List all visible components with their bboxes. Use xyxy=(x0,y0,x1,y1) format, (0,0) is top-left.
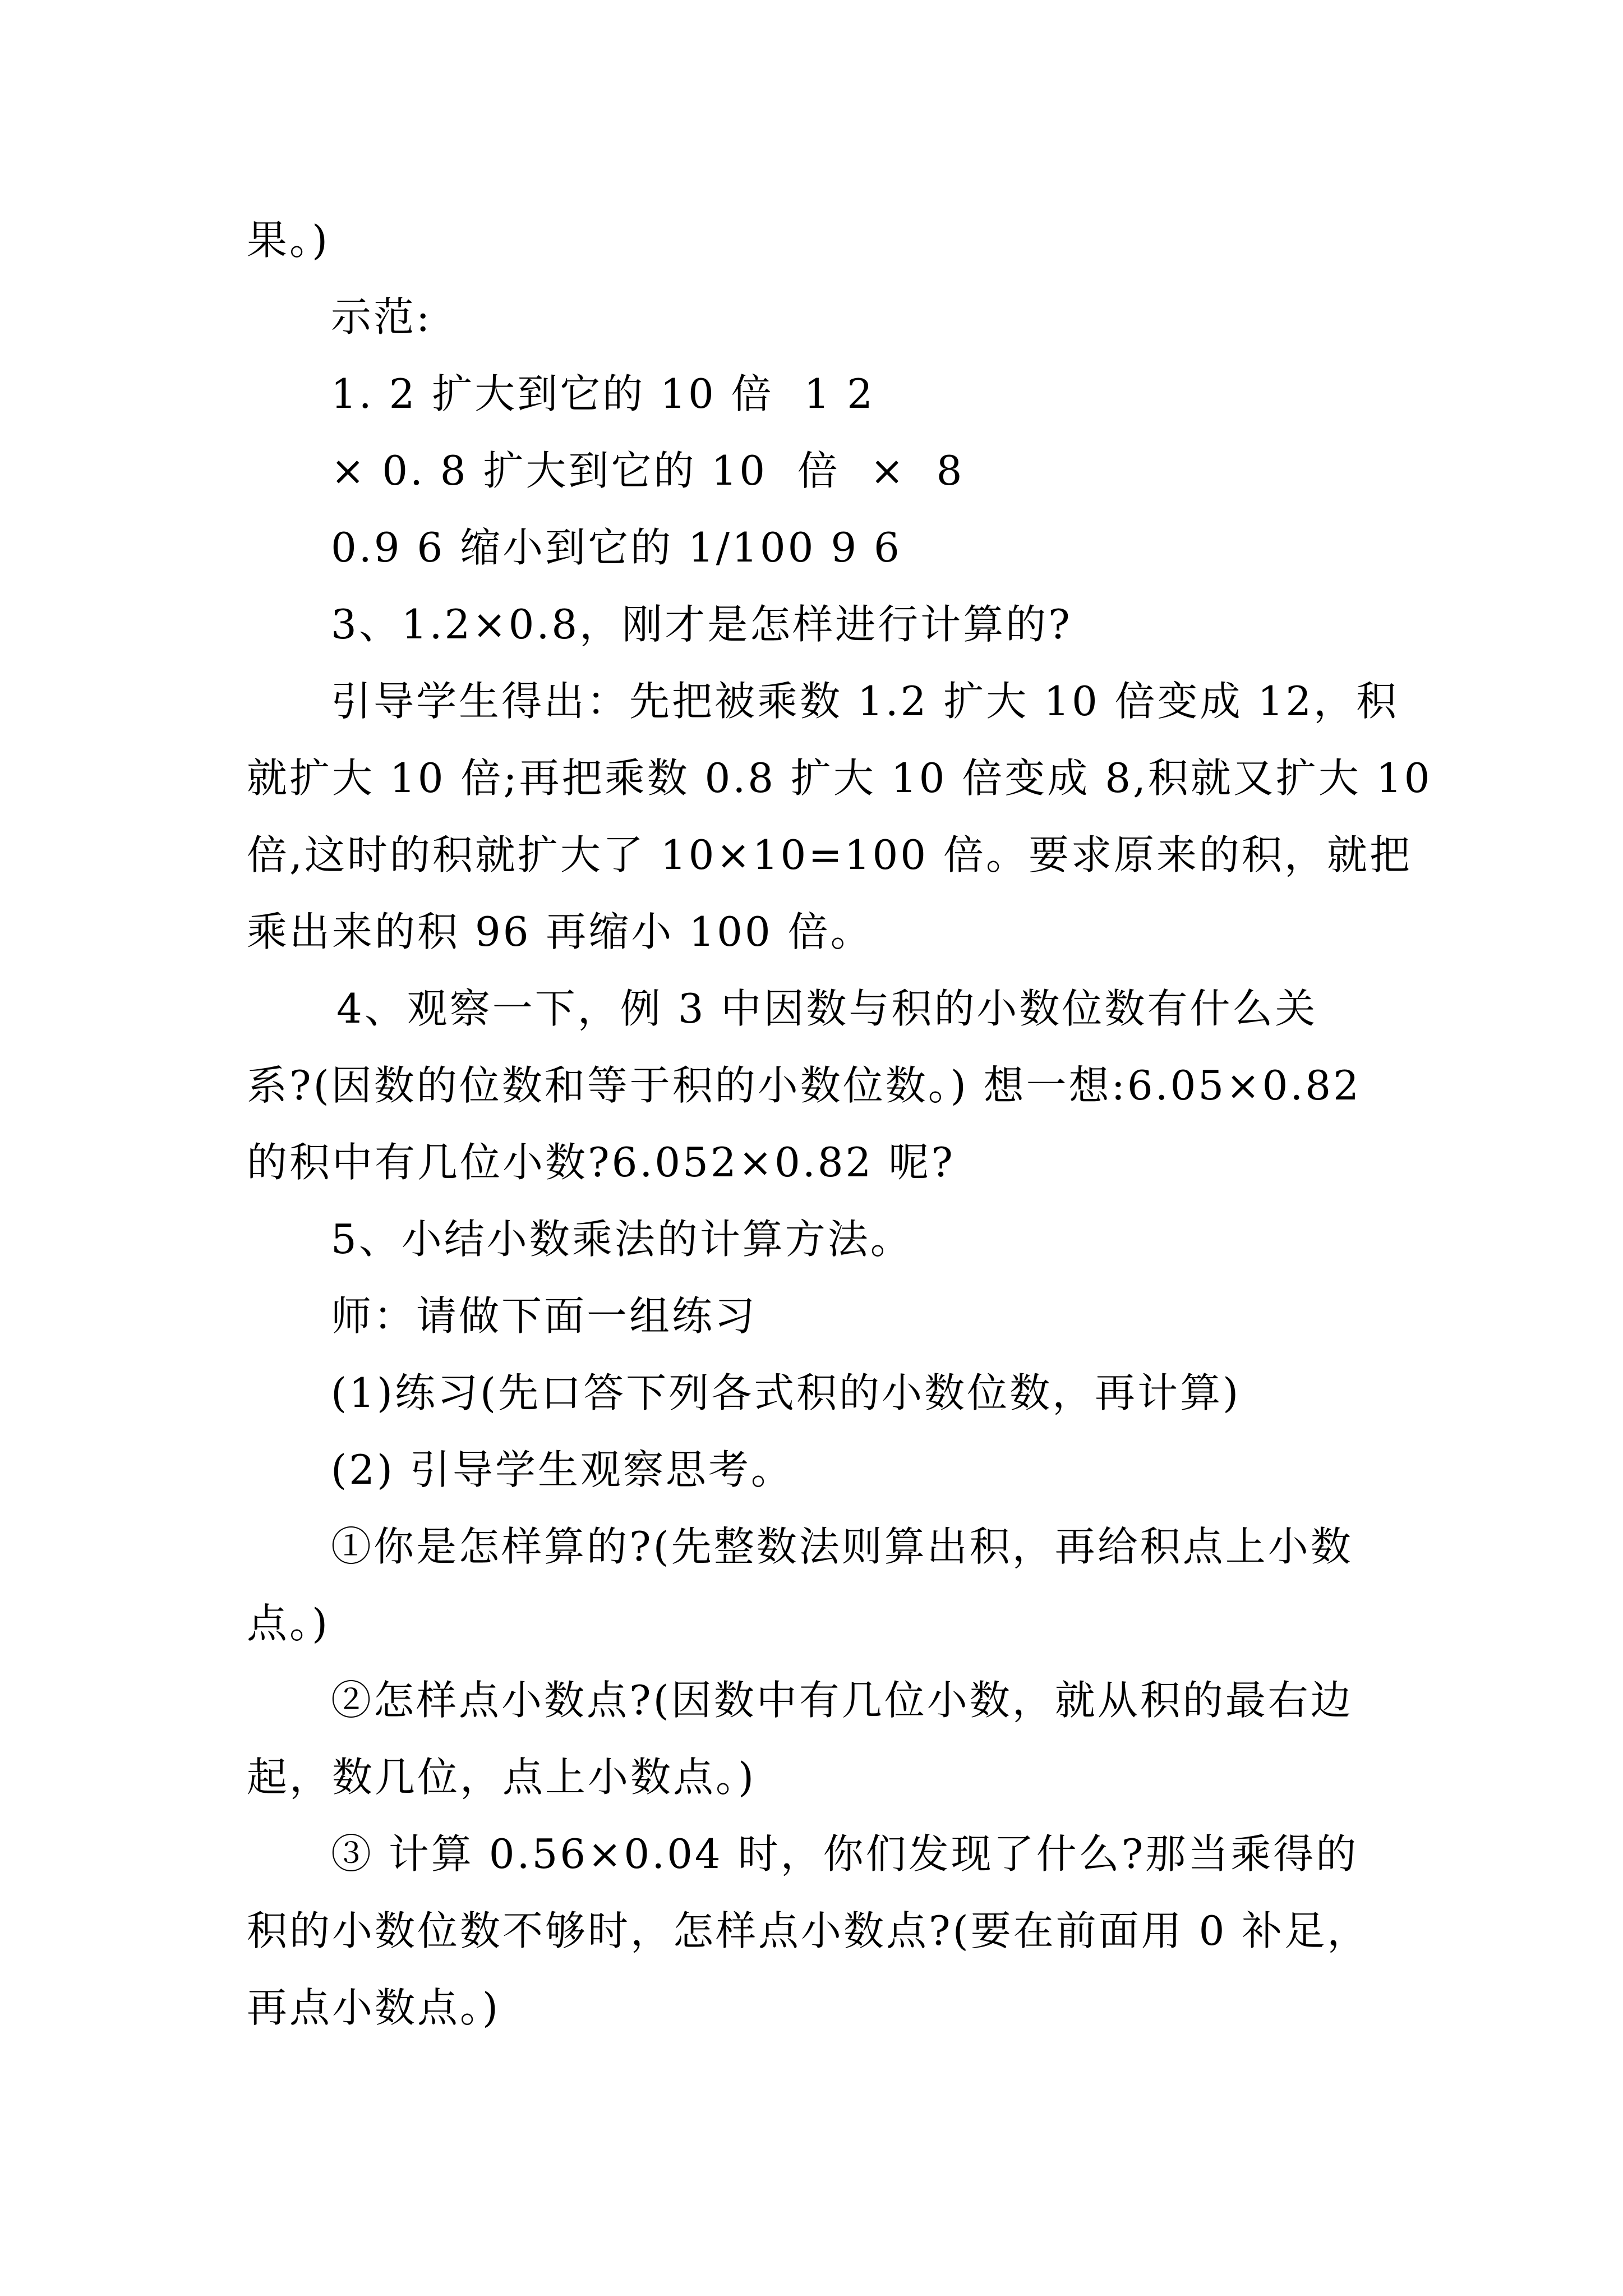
text-line-17: (2) 引导学生观察思考。 xyxy=(331,1446,794,1493)
text-line-22: ③ 计算 0.56×0.04 时，你们发现了什么?那当乘得的 xyxy=(331,1830,1359,1878)
text-line-6: 3、1.2×0.8，刚才是怎样进行计算的? xyxy=(331,601,1072,648)
text-line-16: (1)练习(先口答下列各式积的小数位数，再计算) xyxy=(331,1369,1241,1416)
text-line-10: 乘出来的积 96 再缩小 100 倍。 xyxy=(247,908,873,955)
text-line-9: 倍,这时的积就扩大了 10×10=100 倍。要求原来的积，就把 xyxy=(247,831,1412,878)
text-line-2: 示范: xyxy=(331,293,432,341)
text-line-1: 果。) xyxy=(247,217,330,264)
text-line-5: 0.9 6 缩小到它的 1/100 9 6 xyxy=(331,524,902,571)
text-line-3: 1. 2 扩大到它的 10 倍 1 2 xyxy=(331,370,875,417)
text-line-15: 师：请做下面一组练习 xyxy=(331,1292,758,1340)
text-line-4: × 0. 8 扩大到它的 10 倍 × 8 xyxy=(331,447,965,494)
text-line-23: 积的小数位数不够时，怎样点小数点?(要在前面用 0 补足， xyxy=(247,1907,1370,1954)
text-line-18: ①你是怎样算的?(先整数法则算出积，再给积点上小数 xyxy=(331,1523,1353,1570)
text-line-7: 引导学生得出：先把被乘数 1.2 扩大 10 倍变成 12，积 xyxy=(331,678,1399,725)
text-line-13: 的积中有几位小数?6.052×0.82 呢? xyxy=(247,1139,955,1186)
text-line-20: ②怎样点小数点?(因数中有几位小数，就从积的最右边 xyxy=(331,1677,1353,1724)
text-line-12: 系?(因数的位数和等于积的小数位数。) 想一想:6.05×0.82 xyxy=(247,1062,1361,1109)
text-line-19: 点。) xyxy=(247,1600,330,1647)
text-line-11: 4、观察一下，例 3 中因数与积的小数位数有什么关 xyxy=(336,985,1318,1032)
text-line-8: 就扩大 10 倍;再把乘数 0.8 扩大 10 倍变成 8,积就又扩大 10 xyxy=(247,754,1432,802)
text-line-24: 再点小数点。) xyxy=(247,1984,501,2031)
text-line-21: 起，数几位，点上小数点。) xyxy=(247,1754,757,1801)
text-line-14: 5、小结小数乘法的计算方法。 xyxy=(331,1216,913,1263)
